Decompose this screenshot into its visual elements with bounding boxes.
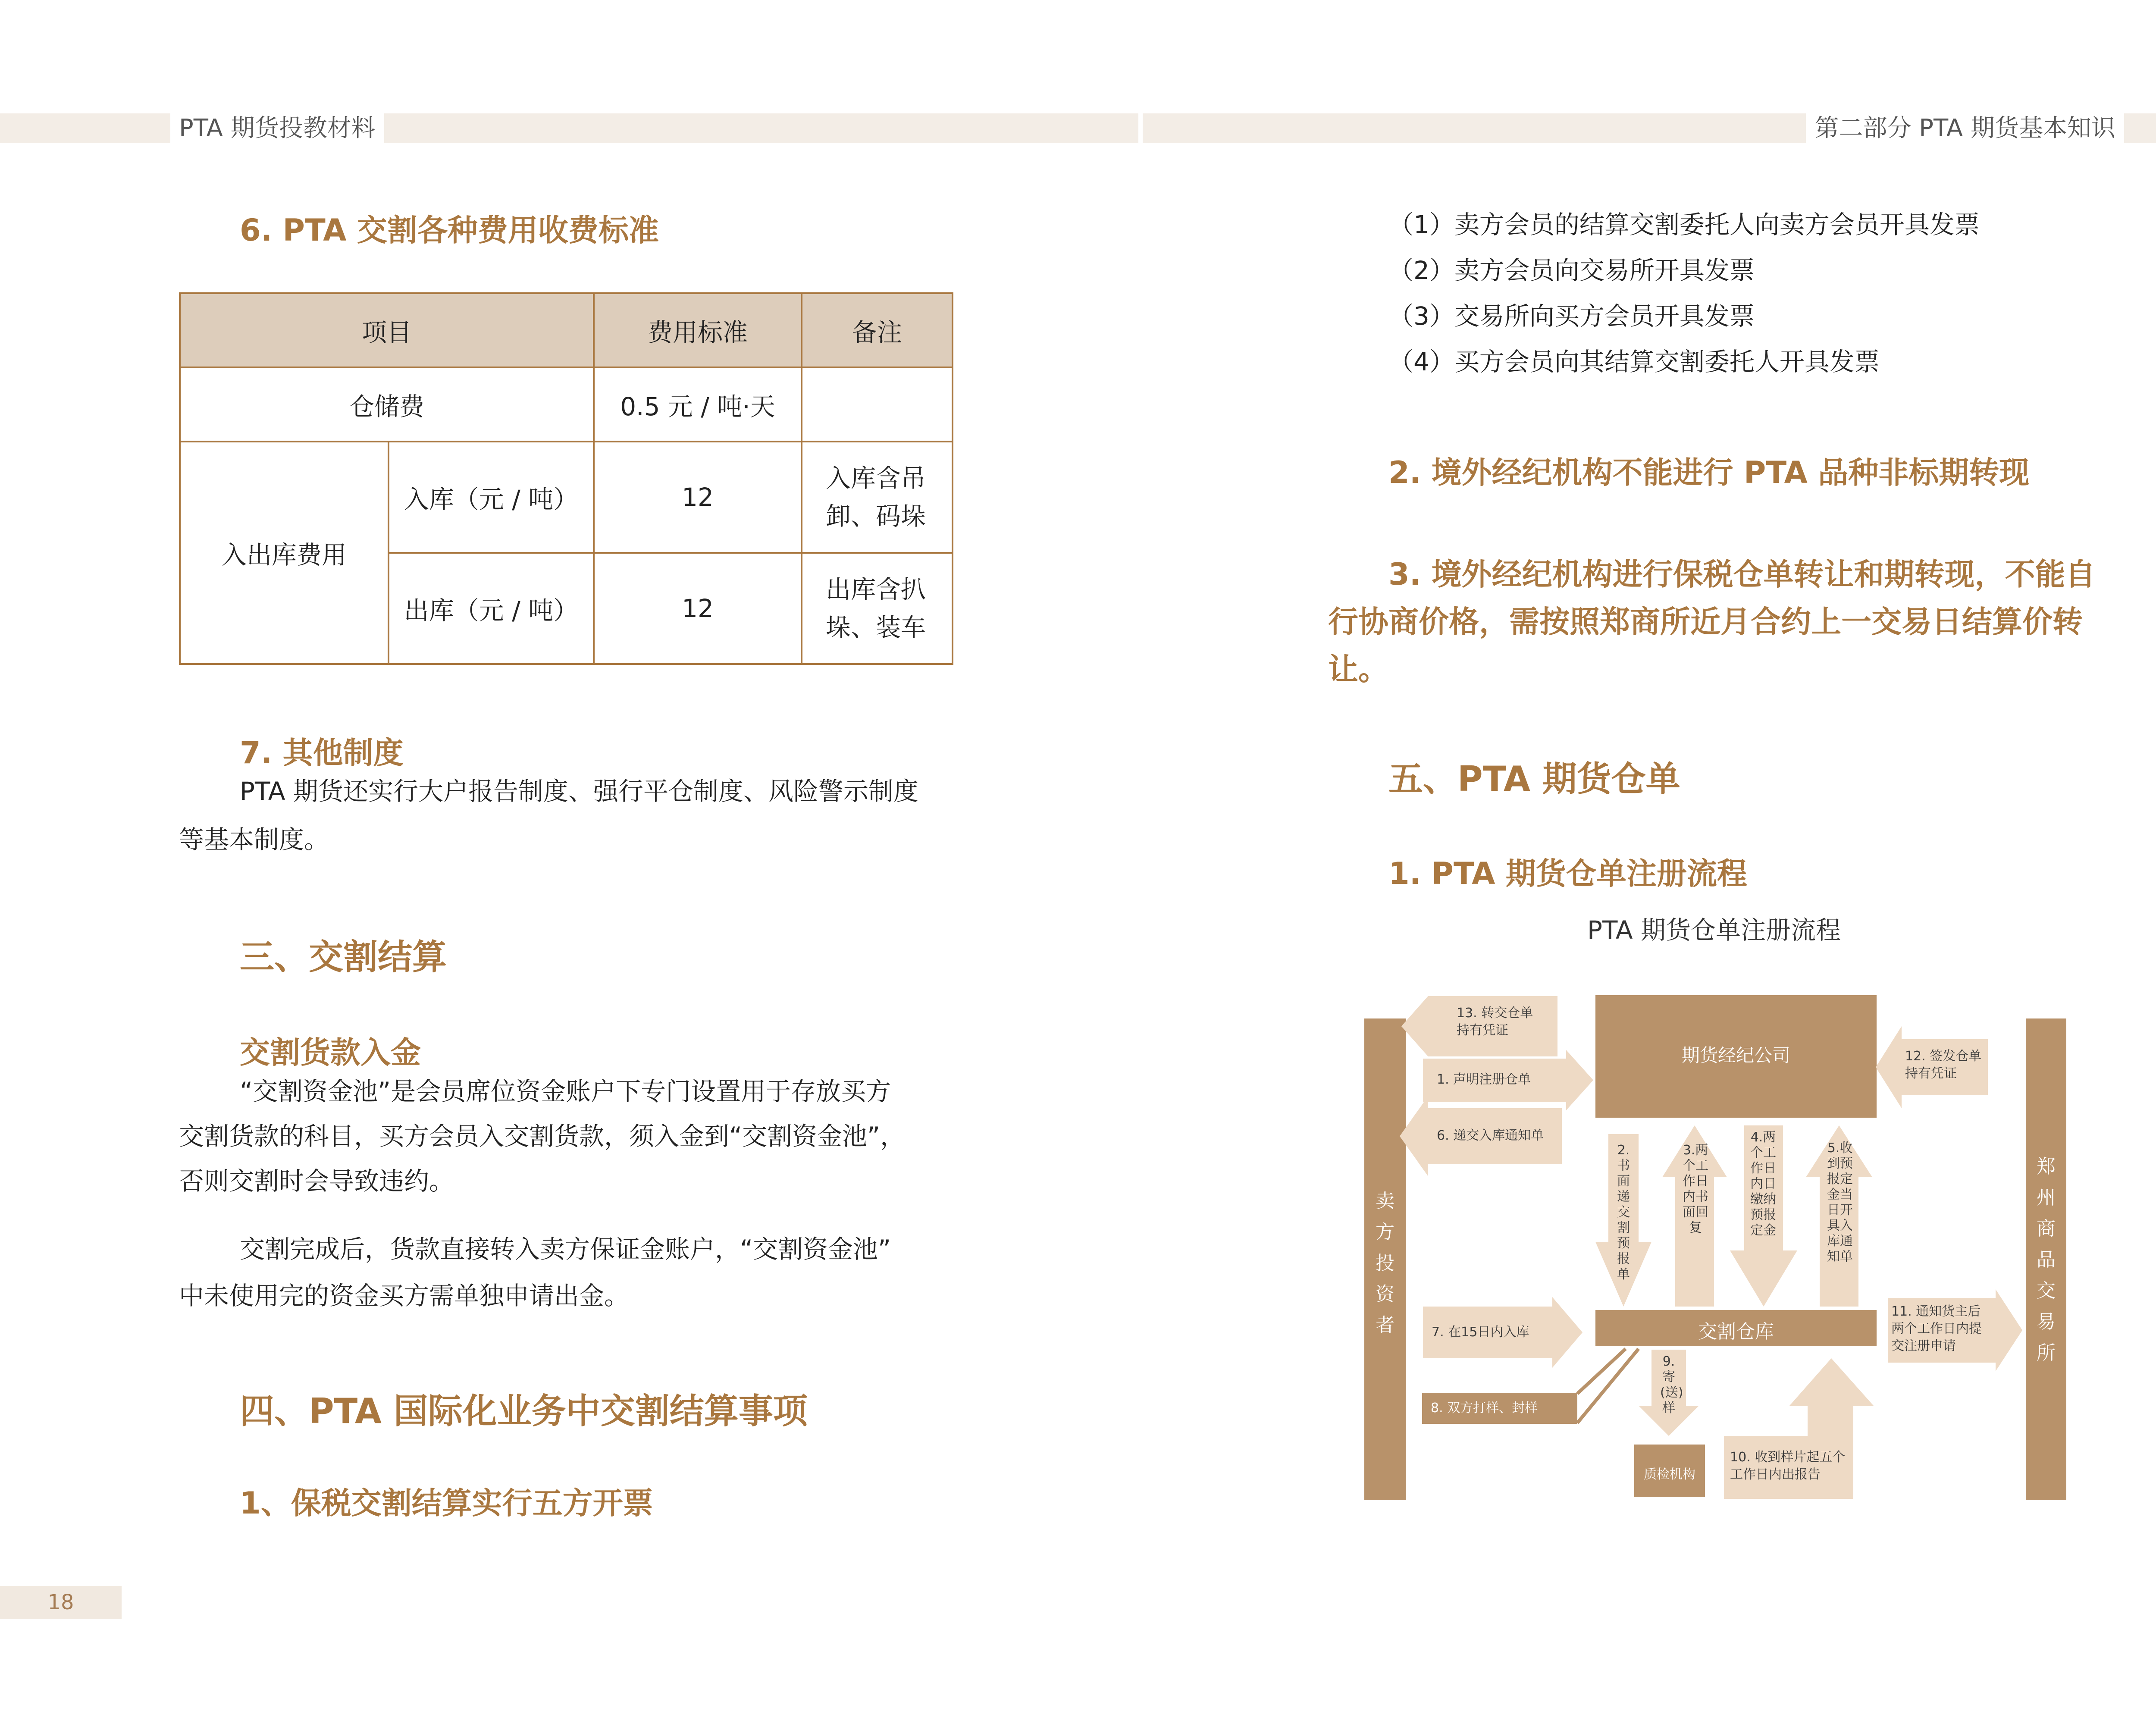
subsection-4-title: 1、保税交割结算实行五方开票 bbox=[240, 1485, 653, 1521]
exchange-label: 郑州商品交易所 bbox=[2037, 1156, 2056, 1364]
broker-label: 期货经纪公司 bbox=[1681, 1045, 1790, 1066]
table-cell bbox=[802, 367, 953, 442]
arrow-11-head bbox=[1996, 1289, 2022, 1371]
para-1-l3: 否则交割时会导致违约。 bbox=[179, 1166, 454, 1196]
step-8-label: 8. 双方打样、封样 bbox=[1431, 1401, 1538, 1416]
item-3-l2: 行协商价格，需按照郑商所近月合约上一交易日结算价转 bbox=[1328, 604, 2083, 639]
step-10-label: 10. 收到样片起五个 工作日内出报告 bbox=[1730, 1450, 1846, 1482]
invoice-list bbox=[1388, 202, 1980, 385]
table-header-fee: 费用标准 bbox=[594, 293, 802, 367]
subsection-5-title: 1. PTA 期货仓单注册流程 bbox=[1388, 856, 1747, 891]
header-left-title: PTA 期货投教材料 bbox=[170, 111, 384, 146]
para-1-l2: 交割货款的科目，买方会员入交割货款，须入金到“交割资金池”， bbox=[179, 1122, 906, 1151]
item-2-title: 2. 境外经纪机构不能进行 PTA 品种非标期转现 bbox=[1388, 455, 2030, 490]
section-7-para-l2: 等基本制度。 bbox=[179, 825, 329, 854]
table-cell: 入库（元 / 吨） bbox=[389, 442, 594, 553]
step-13-label: 13. 转交仓单 持有凭证 bbox=[1457, 1006, 1533, 1038]
fee-table bbox=[179, 292, 953, 665]
step-2-label: 2.书面递交割预报单 bbox=[1617, 1143, 1630, 1282]
list-item: （4）买方会员向其结算交割委托人开具发票 bbox=[1388, 347, 1880, 376]
table-cell-note: 出库含扒 垛、装车 bbox=[802, 553, 953, 664]
subsection-title: 交割货款入金 bbox=[240, 1035, 421, 1070]
step-1-label: 1. 声明注册仓单 bbox=[1437, 1072, 1531, 1087]
para-2-l1: 交割完成后，货款直接转入卖方保证金账户，“交割资金池” bbox=[240, 1235, 891, 1264]
table-header-item: 项目 bbox=[180, 293, 594, 367]
table-cell: 0.5 元 / 吨·天 bbox=[594, 367, 802, 442]
diagram-caption: PTA 期货仓单注册流程 bbox=[1587, 915, 1841, 945]
part-5-title: 五、PTA 期货仓单 bbox=[1388, 759, 1680, 799]
step-7-label: 7. 在15日内入库 bbox=[1432, 1325, 1529, 1340]
item-3-l1: 3. 境外经纪机构进行保税仓单转让和期转现，不能自 bbox=[1388, 557, 2096, 592]
table-cell-note: 入库含吊 卸、码垛 bbox=[802, 442, 953, 553]
section-6-title: 6. PTA 交割各种费用收费标准 bbox=[240, 213, 659, 248]
flow-diagram bbox=[1358, 979, 2070, 1514]
arrow-4-head bbox=[1730, 1250, 1797, 1307]
table-cell-group: 入出库费用 bbox=[180, 442, 389, 664]
seller-label: 卖方投资者 bbox=[1376, 1190, 1395, 1336]
table-header-note: 备注 bbox=[802, 293, 953, 367]
list-item: （1）卖方会员的结算交割委托人向卖方会员开具发票 bbox=[1388, 210, 1980, 239]
step-6-label: 6. 递交入库通知单 bbox=[1437, 1128, 1544, 1143]
arrow-7-head bbox=[1552, 1297, 1583, 1368]
step-5-label: 5.收到预报定金当日开具入库通知单 bbox=[1827, 1141, 1853, 1264]
para-1-l1: “交割资金池”是会员席位资金账户下专门设置用于存放买方 bbox=[240, 1077, 891, 1106]
table-cell: 12 bbox=[594, 553, 802, 664]
step-4-label: 4.两个工作日内日缴纳预报定金 bbox=[1750, 1130, 1776, 1238]
table-cell: 出库（元 / 吨） bbox=[389, 553, 594, 664]
step-12-label: 12. 签发仓单 持有凭证 bbox=[1905, 1049, 1982, 1081]
step-11-label: 11. 通知货主后 两个工作日内提 交注册申请 bbox=[1891, 1304, 1982, 1354]
table-cell: 仓储费 bbox=[180, 367, 594, 442]
section-7-title: 7. 其他制度 bbox=[240, 735, 404, 771]
inspection-label: 质检机构 bbox=[1644, 1467, 1695, 1482]
step-9-label: 9.寄(送)样 bbox=[1660, 1354, 1683, 1416]
part-4-title: 四、PTA 国际化业务中交割结算事项 bbox=[240, 1391, 808, 1431]
page-number-left: 18 bbox=[0, 1586, 122, 1619]
section-7-para-l1: PTA 期货还实行大户报告制度、强行平仓制度、风险警示制度 bbox=[240, 777, 919, 806]
para-2-l2: 中未使用完的资金买方需单独申请出金。 bbox=[179, 1281, 630, 1310]
arrow-10-head bbox=[1789, 1358, 1874, 1406]
step-3-label: 3.两个工作日内书面回复 bbox=[1683, 1143, 1708, 1235]
arrow-12-head bbox=[1876, 1026, 1902, 1108]
item-3-l3: 让。 bbox=[1328, 652, 1388, 687]
arrow-10-body bbox=[1808, 1401, 1853, 1440]
part-3-title: 三、交割结算 bbox=[240, 937, 447, 977]
header-right-title: 第二部分 PTA 期货基本知识 bbox=[1806, 111, 2124, 146]
list-item: （3）交易所向买方会员开具发票 bbox=[1388, 301, 1755, 331]
list-item: （2）卖方会员向交易所开具发票 bbox=[1388, 256, 1755, 285]
warehouse-label: 交割仓库 bbox=[1698, 1321, 1774, 1343]
table-cell: 12 bbox=[594, 442, 802, 553]
arrow-1-head bbox=[1566, 1050, 1593, 1110]
